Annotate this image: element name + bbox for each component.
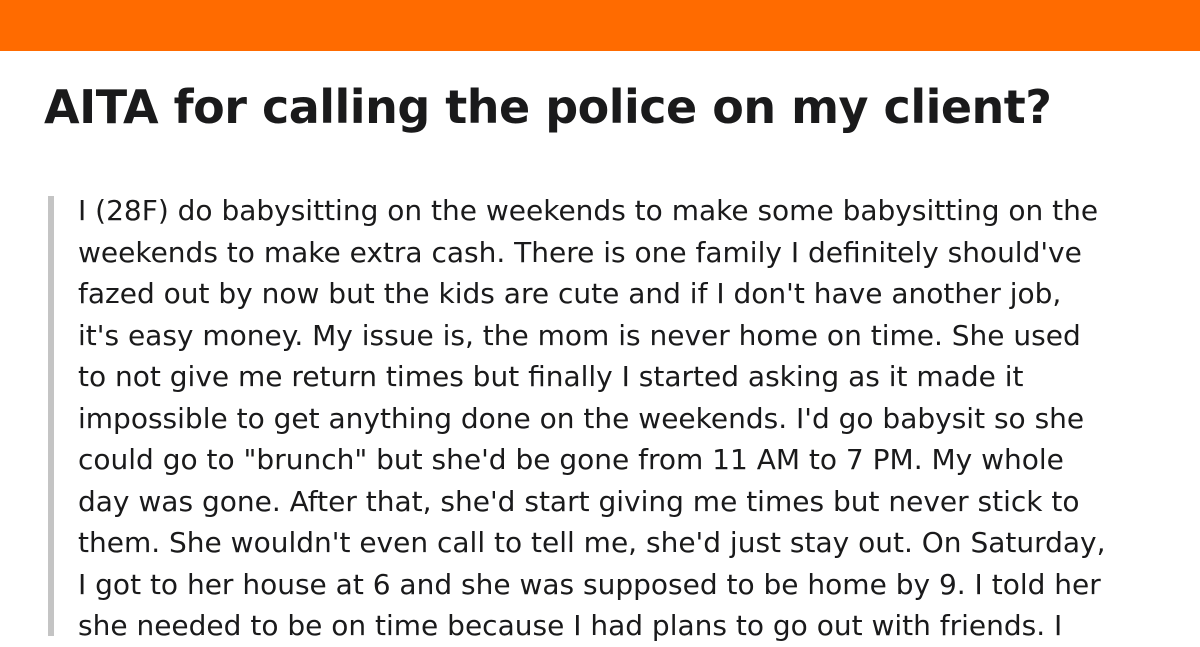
body-line: fazed out by now but the kids are cute and if I don't have another job, bbox=[78, 277, 1062, 310]
post-title: AITA for calling the police on my client? bbox=[44, 80, 1052, 134]
post-body bbox=[78, 190, 1106, 647]
body-line: day was gone. After that, she'd start giving me times but never stick to bbox=[78, 484, 1080, 518]
body-line: them. She wouldn't even call to tell me, she'd just stay out. On Saturday, bbox=[78, 526, 1106, 559]
body-line: could go to "brunch" but she'd be gone from 11 AM to 7 PM. My whole bbox=[78, 443, 1064, 476]
body-line: I got to her house at 6 and she was supposed to be home by 9. I told her bbox=[78, 567, 1101, 601]
top-accent-bar bbox=[0, 0, 1200, 51]
body-line: weekends to make extra cash. There is one family I definitely should've bbox=[78, 235, 1082, 269]
body-line: she needed to be on time because I had plans to go out with friends. I bbox=[78, 609, 1063, 642]
body-line: impossible to get anything done on the weekends. I'd go babysit so she bbox=[78, 401, 1085, 435]
body-line: I (28F) do babysitting on the weekends to make some babysitting on the bbox=[78, 194, 1099, 227]
quote-bar bbox=[48, 196, 54, 636]
body-line: to not give me return times but finally I started asking as it made it bbox=[78, 360, 1024, 393]
body-line: it's easy money. My issue is, the mom is never home on time. She used bbox=[78, 318, 1081, 352]
